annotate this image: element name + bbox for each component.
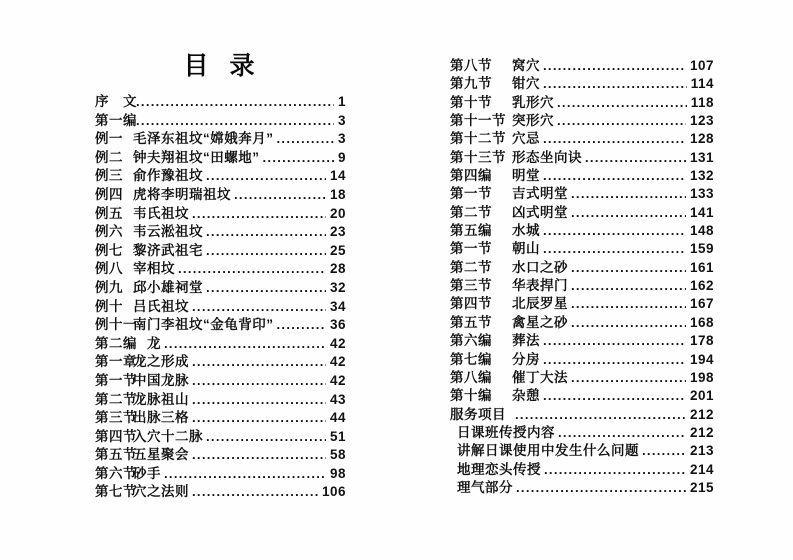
dot-leader — [192, 409, 326, 428]
dot-leader — [277, 130, 334, 149]
toc-row-title: 入穴十二脉 — [133, 428, 203, 444]
toc-row-page: 201 — [689, 388, 714, 404]
toc-row — [450, 479, 714, 497]
toc-row — [450, 461, 714, 479]
toc-row — [95, 446, 346, 465]
toc-row-label: 第一编 — [95, 112, 137, 128]
toc-row-page: 212 — [689, 424, 714, 440]
toc-row — [95, 335, 346, 354]
dot-leader — [192, 446, 326, 465]
toc-row-page: 128 — [689, 131, 714, 147]
toc-row — [450, 204, 714, 222]
dot-leader — [543, 167, 686, 185]
toc-row-title: 北辰罗星 — [512, 296, 568, 312]
toc-row-title: 禽星之砂 — [512, 314, 568, 330]
toc-row-title: 突形穴 — [512, 113, 554, 129]
toc-row — [450, 295, 714, 313]
dot-leader — [585, 149, 686, 167]
dot-leader — [543, 222, 686, 240]
toc-row-title: 杂憩 — [512, 388, 540, 404]
dot-leader — [206, 428, 326, 447]
toc-row-label: 第四编 — [450, 168, 492, 184]
toc-row-title: 日课班传授内容 — [457, 424, 555, 440]
toc-row-title: 分房 — [512, 351, 540, 367]
toc-row — [450, 112, 714, 130]
toc-row-label: 第十二节 — [450, 131, 506, 147]
dot-leader — [206, 167, 326, 186]
toc-row-page: 215 — [689, 479, 714, 495]
toc-row-page: 1 — [337, 94, 346, 109]
toc-row-page: 28 — [329, 261, 346, 277]
dot-leader — [571, 185, 686, 203]
toc-row — [450, 240, 714, 258]
dot-leader — [136, 112, 334, 131]
toc-row-label: 第五编 — [450, 223, 492, 239]
toc-row-title: 葬法 — [512, 333, 540, 349]
toc-row-label: 第二节 — [95, 391, 137, 407]
dot-leader — [192, 483, 318, 502]
toc-row — [450, 130, 714, 148]
toc-row-page: 3 — [337, 131, 346, 147]
dot-leader — [178, 260, 326, 279]
toc-row — [95, 149, 346, 168]
toc-row — [95, 93, 346, 112]
toc-row-page: 132 — [689, 168, 714, 184]
toc-row-title: 龙脉祖山 — [133, 391, 189, 407]
toc-row-title: 出脉三格 — [133, 410, 189, 426]
toc-row-title: 龙之形成 — [133, 354, 189, 370]
toc-row-page: 51 — [329, 428, 346, 444]
toc-row — [95, 167, 346, 186]
toc-row-page: 141 — [689, 204, 714, 220]
toc-row-page: 98 — [329, 465, 346, 481]
toc-row-title: 吉式明堂 — [512, 186, 568, 202]
toc-row-label: 第五节 — [95, 447, 137, 463]
toc-row — [95, 186, 346, 205]
dot-leader — [206, 279, 326, 298]
toc-row-label: 例五 — [95, 205, 123, 221]
toc-row — [450, 277, 714, 295]
toc-row-title: 催丁大法 — [512, 369, 568, 385]
toc-row-label: 第八编 — [450, 369, 492, 385]
dot-leader — [136, 93, 334, 112]
toc-row-page: 9 — [337, 149, 346, 165]
toc-row-page: 214 — [689, 461, 714, 477]
toc-row-page: 114 — [690, 76, 714, 92]
dot-leader — [206, 223, 326, 242]
toc-row-label: 第二节 — [450, 204, 492, 220]
toc-row — [95, 353, 346, 372]
toc-row — [95, 316, 346, 335]
toc-row-label: 第一节 — [450, 241, 492, 257]
toc-row — [450, 57, 714, 75]
toc-row — [95, 205, 346, 224]
toc-row — [95, 483, 346, 502]
toc-row — [450, 167, 714, 185]
dot-leader — [516, 479, 686, 497]
toc-row-title: 窝穴 — [512, 58, 540, 73]
toc-row-page: 14 — [329, 168, 346, 184]
dot-leader — [571, 277, 686, 295]
toc-row-label: 第六编 — [450, 333, 492, 349]
toc-row-page: 159 — [689, 241, 714, 257]
toc-row — [95, 223, 346, 242]
toc-row-title: 明堂 — [512, 168, 540, 184]
toc-row-title: 讲解日课使用中发生什么问题 — [457, 443, 639, 459]
toc-row-title: 吕氏祖坟 — [133, 298, 189, 314]
toc-row-label: 例八 — [95, 261, 123, 277]
dot-leader — [192, 372, 326, 391]
toc-row-title: 毛泽东祖坟“嫦娥奔月” — [133, 131, 274, 147]
toc-row-title: 钟夫翔祖坟“田螺地” — [133, 149, 260, 165]
dot-leader — [642, 442, 686, 460]
toc-row-title: 虎将李明瑞祖坟 — [133, 186, 231, 202]
page-title: 目 录 — [183, 52, 258, 80]
toc-row-title: 韦氏祖坟 — [133, 205, 189, 221]
toc-row-label: 第八节 — [450, 58, 492, 73]
toc-row-page: 43 — [329, 391, 346, 407]
toc-row-page: 42 — [329, 372, 346, 388]
toc-row — [450, 424, 714, 442]
dot-leader — [543, 332, 686, 350]
toc-row-title: 华表捍门 — [512, 278, 568, 294]
toc-row-page: 123 — [689, 113, 714, 129]
toc-row — [95, 112, 346, 131]
dot-leader — [263, 149, 334, 168]
dot-leader — [234, 186, 326, 205]
toc-row-title: 中国龙脉 — [133, 372, 189, 388]
toc-row-page: 58 — [329, 447, 346, 463]
toc-row-page: 118 — [690, 94, 714, 110]
toc-row-label: 第一章 — [95, 354, 137, 370]
toc-row-page: 194 — [689, 351, 714, 367]
dot-leader — [557, 94, 687, 112]
toc-row-page: 213 — [689, 443, 714, 459]
toc-row-title: 砂手 — [133, 465, 161, 481]
toc-row — [450, 351, 714, 369]
toc-row — [450, 314, 714, 332]
toc-row — [95, 465, 346, 484]
dot-leader — [571, 314, 686, 332]
toc-row-page: 167 — [689, 296, 714, 312]
toc-row-page: 42 — [329, 354, 346, 370]
toc-row-title: 穴忌 — [512, 131, 540, 147]
dot-leader — [543, 240, 686, 258]
dot-leader — [544, 461, 686, 479]
toc-row — [95, 279, 346, 298]
toc-row-title: 韦云淞祖坟 — [133, 224, 203, 240]
toc-row — [95, 391, 346, 410]
toc-row — [450, 387, 714, 405]
toc-row — [450, 222, 714, 240]
toc-row-label: 例七 — [95, 242, 123, 258]
toc-row-label: 第十一节 — [450, 113, 506, 129]
toc-row-label: 第五节 — [450, 314, 492, 330]
toc-row-page: 20 — [329, 205, 346, 221]
toc-row-page: 168 — [689, 314, 714, 330]
toc-row-title: 邱小雄祠堂 — [133, 279, 203, 295]
toc-row-label: 例九 — [95, 279, 123, 295]
toc-row-title: 理气部分 — [457, 479, 513, 495]
toc-row-label: 例三 — [95, 168, 123, 184]
dot-leader — [571, 204, 686, 222]
toc-row-page: 107 — [689, 58, 714, 73]
toc-row-label: 例十 — [95, 298, 123, 314]
toc-row-label: 第七节 — [95, 484, 137, 500]
toc-row-label: 例二 — [95, 149, 123, 165]
toc-row-page: 178 — [689, 333, 714, 349]
toc-row — [450, 75, 714, 93]
toc-row-title: 水城 — [512, 223, 540, 239]
toc-row-title: 水口之砂 — [512, 259, 568, 275]
toc-row-title: 俞作豫祖坟 — [133, 168, 203, 184]
toc-row — [95, 372, 346, 391]
toc-row-page: 23 — [329, 224, 346, 240]
toc-row — [95, 242, 346, 261]
toc-row-label: 例十一 — [95, 317, 137, 333]
toc-row-title: 钳穴 — [512, 76, 540, 92]
toc-row — [450, 259, 714, 277]
toc-row-title: 龙 — [133, 335, 161, 351]
dot-leader — [558, 424, 686, 442]
dot-leader — [543, 57, 686, 75]
toc-left-column — [95, 93, 346, 502]
toc-row-label: 第六节 — [95, 465, 137, 481]
toc-right-column — [450, 57, 714, 497]
toc-row-page: 212 — [689, 406, 714, 422]
dot-leader — [543, 130, 686, 148]
dot-leader — [515, 406, 686, 424]
toc-row-label: 第十编 — [450, 388, 492, 404]
toc-row-label: 第十节 — [450, 94, 492, 110]
toc-row-label: 序 文 — [95, 94, 137, 109]
dot-leader — [192, 298, 326, 317]
toc-row-label: 第九节 — [450, 76, 492, 92]
dot-leader — [164, 465, 326, 484]
toc-row-label: 第二节 — [450, 259, 492, 275]
dot-leader — [164, 335, 326, 354]
dot-leader — [192, 353, 326, 372]
dot-leader — [192, 391, 326, 410]
dot-leader — [571, 259, 686, 277]
toc-row — [450, 442, 714, 460]
toc-row-page: 42 — [329, 335, 346, 351]
toc-row — [95, 130, 346, 149]
toc-row-title: 凶式明堂 — [512, 204, 568, 220]
toc-row-title: 穴之法则 — [133, 484, 189, 500]
toc-row-page: 18 — [329, 186, 346, 202]
toc-row-label: 第二编 — [95, 335, 137, 351]
toc-row-title: 朝山 — [512, 241, 540, 257]
toc-row-label: 第四节 — [450, 296, 492, 312]
toc-row — [450, 185, 714, 203]
toc-row-title: 黎济武祖宅 — [133, 242, 203, 258]
toc-row-title: 地理恋头传授 — [457, 461, 541, 477]
dot-leader — [571, 369, 686, 387]
dot-leader — [277, 316, 326, 335]
toc-row-page: 44 — [329, 410, 346, 426]
toc-row-title: 宰相坟 — [133, 261, 175, 277]
toc-row-title: 南门李祖坟“金龟背印” — [133, 317, 274, 333]
toc-row — [450, 94, 714, 112]
dot-leader — [557, 112, 686, 130]
toc-row-page: 106 — [321, 484, 346, 500]
toc-row — [95, 260, 346, 279]
toc-row — [95, 298, 346, 317]
toc-row-label: 第一节 — [95, 372, 137, 388]
toc-row-label: 第四节 — [95, 428, 137, 444]
toc-row-page: 161 — [689, 259, 714, 275]
dot-leader — [571, 295, 686, 313]
toc-row-label: 第十三节 — [450, 149, 506, 165]
toc-row — [450, 406, 714, 424]
toc-row — [95, 409, 346, 428]
dot-leader — [206, 242, 326, 261]
toc-row-title: 五星聚会 — [133, 447, 189, 463]
toc-row-page: 162 — [689, 278, 714, 294]
toc-row-label: 第三节 — [95, 410, 137, 426]
toc-row-label: 服务项目 — [450, 406, 506, 422]
toc-row-label: 第一节 — [450, 186, 492, 202]
toc-row — [450, 149, 714, 167]
toc-row-title: 形态坐向诀 — [512, 149, 582, 165]
toc-row-page: 3 — [337, 112, 346, 128]
toc-row-page: 131 — [689, 149, 714, 165]
toc-row-label: 例四 — [95, 186, 123, 202]
dot-leader — [543, 351, 686, 369]
toc-row — [450, 369, 714, 387]
toc-row-title: 乳形穴 — [512, 94, 554, 110]
dot-leader — [192, 205, 326, 224]
dot-leader — [543, 75, 687, 93]
toc-row-label: 第七编 — [450, 351, 492, 367]
toc-row-page: 148 — [689, 223, 714, 239]
toc-row — [95, 428, 346, 447]
toc-row-page: 133 — [689, 186, 714, 202]
toc-row — [450, 332, 714, 350]
toc-row-page: 34 — [329, 298, 346, 314]
toc-row-label: 例一 — [95, 131, 123, 147]
toc-row-label: 例六 — [95, 224, 123, 240]
toc-row-label: 第三节 — [450, 278, 492, 294]
toc-row-page: 198 — [689, 369, 714, 385]
toc-row-page: 25 — [329, 242, 346, 258]
dot-leader — [543, 387, 686, 405]
toc-row-page: 36 — [329, 317, 346, 333]
toc-row-page: 32 — [329, 279, 346, 295]
